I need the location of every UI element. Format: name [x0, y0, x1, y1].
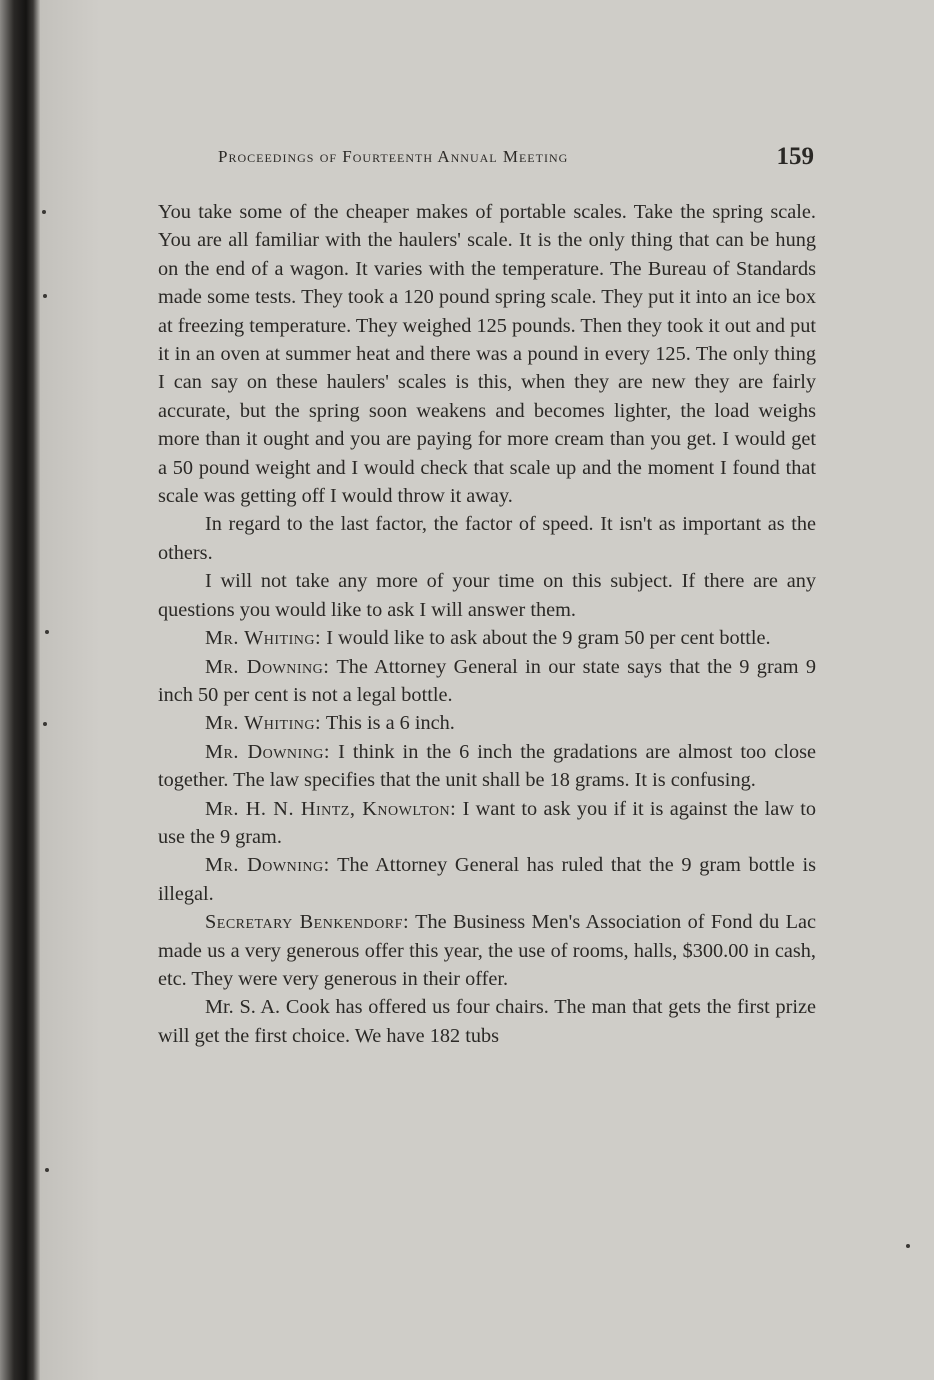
speaker-name: Mr. H. N. Hintz, Knowlton: — [205, 797, 457, 820]
speaker-name: Mr. Whiting: — [205, 627, 322, 650]
dialogue-paragraph — [158, 851, 816, 908]
paragraph: I will not take any more of your time on this subject. If there are any questions you would like to ask I will answer them. — [158, 570, 816, 621]
dialogue-paragraph — [158, 738, 816, 795]
paragraph: In regard to the last factor, the factor of speed. It isn't as important as the others. — [158, 513, 816, 564]
book-spine-shadow — [0, 0, 40, 1380]
paragraph: Mr. S. A. Cook has offered us four chairs. The man that gets the first prize will get the first choice. We have 182 tubs — [158, 996, 816, 1047]
speech-text: I think in the 6 inch the gradations are almost too close together. The law specifies that the unit shall be 18 grams. It is confusing. — [158, 740, 816, 792]
speech-text: The Business Men's Association of Fond du Lac made us a very generous offer this year, the use of rooms, halls, $300.00 in cash, etc. They were very generous in their offer. — [158, 911, 816, 990]
speaker-name: Secretary Benkendorf: — [205, 911, 410, 934]
speaker-name: Mr. Downing: — [205, 740, 331, 763]
speech-text: The Attorney General has ruled that the 9 gram bottle is illegal. — [158, 854, 816, 905]
margin-speck — [45, 630, 49, 634]
dialogue-paragraph — [158, 709, 816, 737]
page-number: 159 — [776, 143, 814, 170]
speaker-name: Mr. Downing: — [205, 854, 330, 877]
margin-speck — [43, 294, 47, 298]
margin-speck — [43, 722, 47, 726]
speech-text: I want to ask you if it is against the law to use the 9 gram. — [158, 797, 816, 848]
dialogue-paragraph — [158, 624, 816, 652]
speaker-name: Mr. Downing: — [205, 655, 330, 678]
dialogue-paragraph — [158, 908, 816, 993]
body-text — [158, 198, 816, 1050]
margin-speck — [45, 1168, 49, 1172]
speech-text: This is a 6 inch. — [325, 712, 455, 735]
paragraph: You take some of the cheaper makes of portable scales. Take the spring scale. You are all familiar with the haulers' scale. It is the only thing that can be hung on the end of a wagon. It varies with the temperature. The Bureau of Standards made some tests. They took a 120 pound spring scale. They put it into an ice box at freezing temperature. They weighed 125 pounds. Then they took it out and put it in an oven at summer heat and there was a pound in every 125. The only thing I can say on these haulers' scales is this, when they are new they are fairly accurate, but the spring soon weakens and becomes lighter, the load weighs more than it ought and you are paying for more cream than you get. I would get a 50 pound weight and I would check that scale up and the moment I found that scale was getting off I would throw it away. — [158, 201, 816, 508]
speech-text: I would like to ask about the 9 gram 50 per cent bottle. — [326, 627, 771, 650]
dialogue-paragraph — [158, 795, 816, 852]
margin-speck — [42, 210, 46, 214]
margin-speck — [906, 1244, 910, 1248]
running-head: Proceedings of Fourteenth Annual Meeting — [218, 147, 569, 166]
dialogue-paragraph — [158, 653, 816, 710]
page-header — [218, 143, 818, 173]
speaker-name: Mr. Whiting: — [205, 712, 322, 735]
speech-text: The Attorney General in our state says that the 9 gram 9 inch 50 per cent is not a legal bottle. — [158, 655, 816, 706]
